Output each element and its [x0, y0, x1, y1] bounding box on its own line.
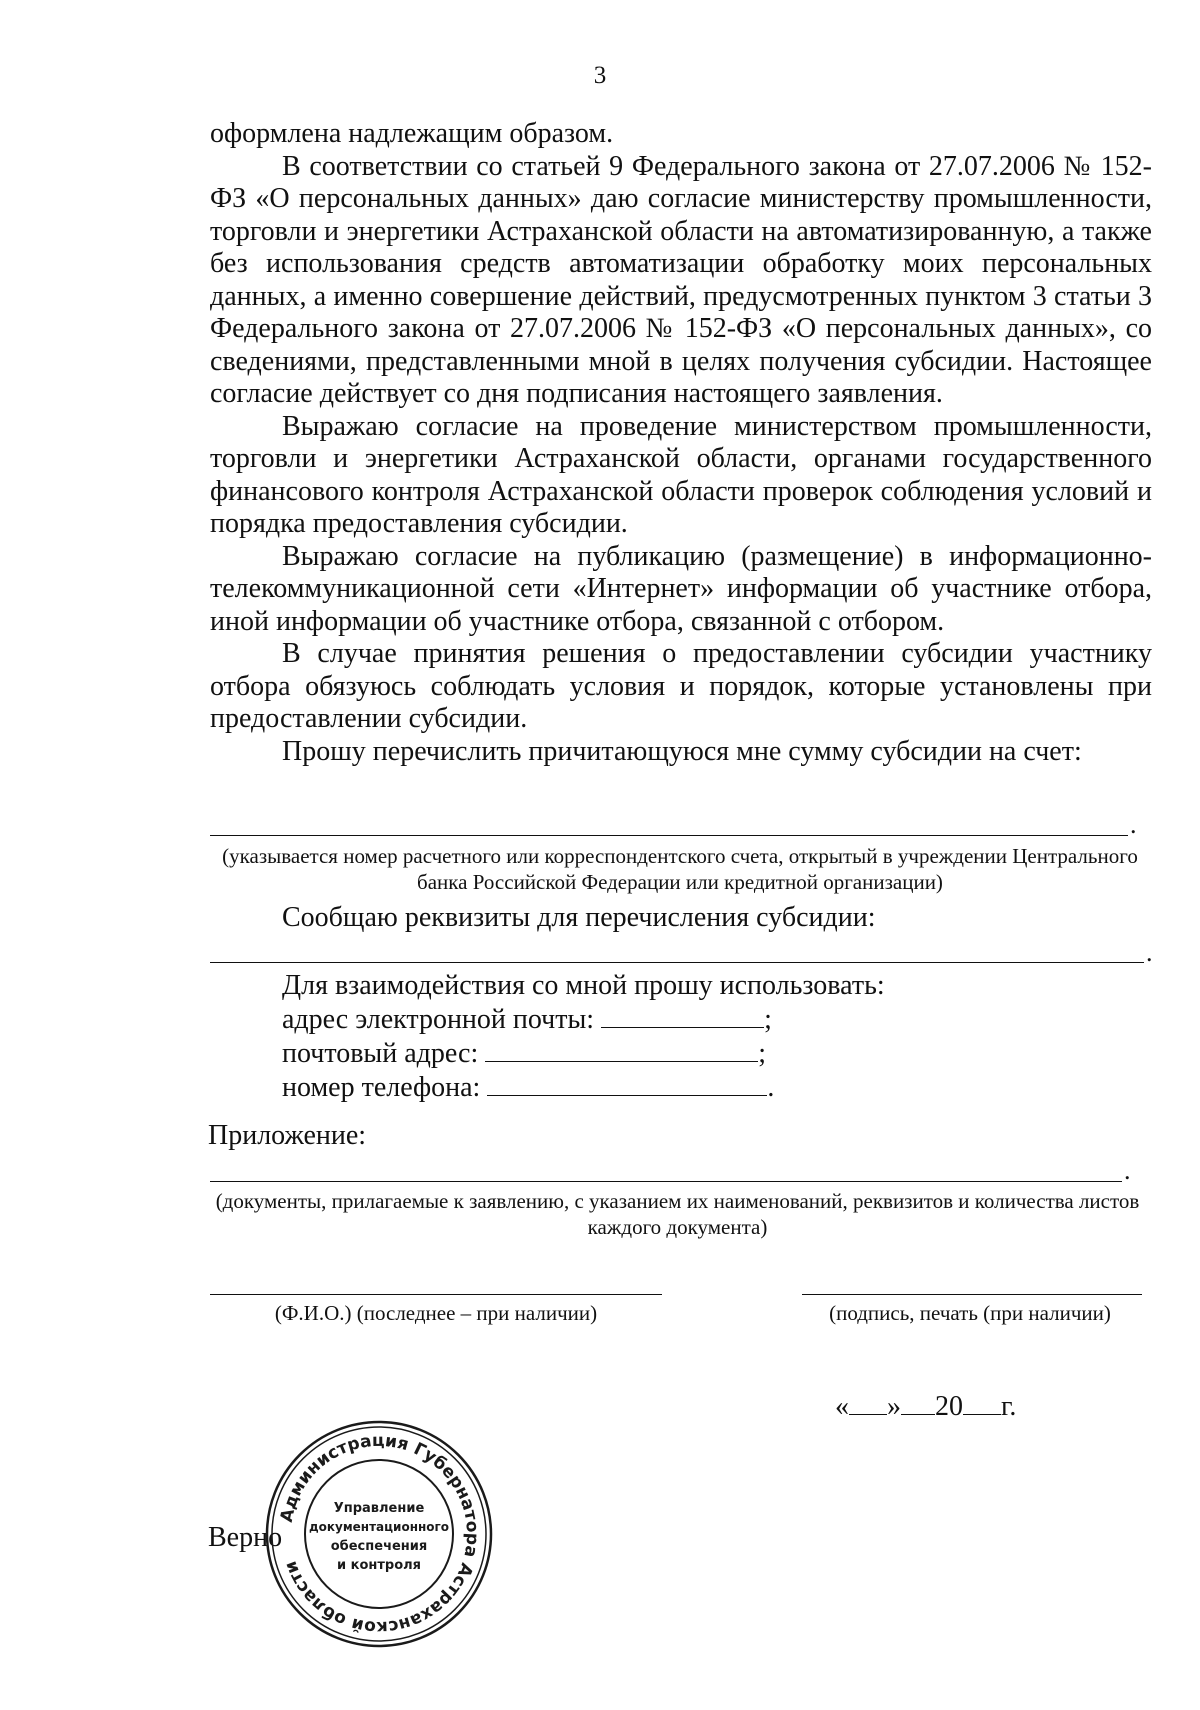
full-name-caption: (Ф.И.О.) (последнее – при наличии)	[274, 1301, 598, 1325]
phone-field[interactable]	[487, 1071, 767, 1096]
paragraph-personal-data-consent: В соответствии со статьей 9 Федерального закона от 27.07.2006 № 152-ФЗ «О персональных данных» даю согласие министерству промышленности, торговли и энергетики Астраханской области на автоматизированную, а также без использования средств автоматизации обработку моих персональных данных, а именно совершение действий, предусмотренных пунктом 3 статьи 3 Федерального закона от 27.07.2006 № 152-ФЗ «О персональных данных», со сведениями, представленными мной в целях получения субсидии. Настоящее согласие действует со дня подписания настоящего заявления.	[210, 150, 1152, 409]
date-close-quote: »	[887, 1391, 901, 1422]
stamp-center-line-3: обеспечения	[330, 1539, 428, 1554]
account-caption: (указывается номер расчетного или корреспондентского счета, открытый в учреждении Центрального банка Российской Федерации или кредитной организации)	[222, 844, 1138, 894]
stamp-inner-ring	[305, 1460, 453, 1608]
paragraph-inspection-consent: Выражаю согласие на проведение министерством промышленности, торговли и энергетики Астраханской области, органами государственного финансового контроля Астраханской области проверок соблюдения условий и порядка предоставления субсидии.	[210, 410, 1152, 539]
paragraph-continuation: оформлена надлежащим образом.	[210, 118, 614, 149]
paragraph-publication-consent: Выражаю согласие на публикацию (размещение) в информационно-телекоммуникационной сети «Интернет» информации об участнике отбора, иной информации об участнике отбора, связанной с отбором.	[210, 540, 1152, 637]
attachment-field[interactable]	[210, 1181, 1122, 1182]
attachment-caption: (документы, прилагаемые к заявлению, с указанием их наименований, реквизитов и количества листов каждого документа)	[215, 1189, 1140, 1239]
postal-address-field[interactable]	[485, 1037, 758, 1062]
email-row	[282, 1003, 772, 1036]
requisites-label: Сообщаю реквизиты для перечисления субсидии:	[282, 902, 876, 933]
day-field[interactable]	[849, 1390, 887, 1415]
attachment-line-dot: .	[1124, 1156, 1131, 1185]
year-prefix: 20	[935, 1391, 963, 1422]
date-line	[835, 1390, 1016, 1423]
year-field[interactable]	[963, 1390, 1001, 1415]
stamp-center-line-2: документационного	[308, 1520, 450, 1534]
official-stamp	[263, 1418, 495, 1650]
requisites-field[interactable]	[210, 962, 1144, 963]
paragraph-transfer-request: Прошу перечислить причитающуюся мне сумму субсидии на счет:	[282, 735, 1082, 767]
postal-row	[282, 1037, 766, 1070]
phone-row	[282, 1071, 774, 1104]
postal-label: почтовый адрес:	[282, 1038, 479, 1069]
stamp-ring-text: Администрация Губернатора Астраханской области	[276, 1430, 483, 1638]
stamp-outer-ring	[267, 1422, 491, 1646]
attachment-label: Приложение:	[208, 1120, 367, 1151]
requisites-line-dot: .	[1146, 938, 1153, 967]
email-field[interactable]	[601, 1003, 764, 1028]
verno-label: Верно	[208, 1522, 283, 1553]
year-suffix: г.	[1001, 1391, 1017, 1422]
signature-field[interactable]	[802, 1294, 1142, 1295]
month-field[interactable]	[901, 1390, 935, 1415]
account-line-dot: .	[1130, 810, 1137, 839]
account-number-field[interactable]	[210, 835, 1128, 836]
body-text	[210, 118, 1152, 768]
email-label: адрес электронной почты:	[282, 1004, 595, 1035]
stamp-center-line-1: Управление	[333, 1501, 425, 1516]
email-semicolon: ;	[764, 1004, 772, 1035]
contact-heading: Для взаимодействия со мной прошу использовать:	[282, 970, 885, 1001]
full-name-field[interactable]	[210, 1294, 662, 1295]
signature-caption: (подпись, печать (при наличии)	[829, 1301, 1111, 1325]
paragraph-obligation: В случае принятия решения о предоставлении субсидии участнику отбора обязуюсь соблюдать условия и порядок, которые установлены при предоставлении субсидии.	[210, 638, 1152, 734]
stamp-center-line-4: и контроля	[336, 1558, 422, 1573]
date-open-quote: «	[835, 1391, 849, 1422]
page-number: 3	[593, 62, 607, 89]
postal-semicolon: ;	[758, 1038, 767, 1069]
phone-label: номер телефона:	[282, 1072, 481, 1103]
phone-period: .	[767, 1072, 775, 1103]
